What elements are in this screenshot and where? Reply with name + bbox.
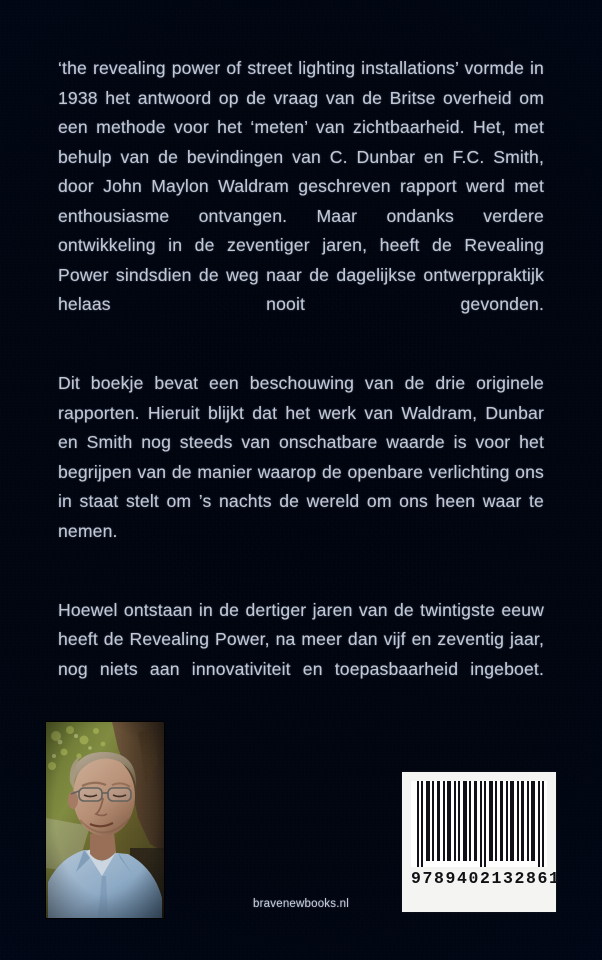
barcode-bars	[411, 781, 547, 867]
back-cover-blurb	[58, 54, 544, 714]
barcode-digits: 9789402132861	[411, 869, 561, 888]
author-portrait-photo	[46, 722, 164, 918]
publisher-website: bravenewbooks.nl	[253, 898, 349, 910]
blurb-paragraph-2: Dit boekje bevat een beschouwing van de drie originele rapporten. Hieruit blijkt dat het werk van Waldram, Dunbar en Smith nog steeds van onschatbare waarde is voor het begrijpen van de manier waarop de openbare verlichting ons in staat stelt om ’s nachts de wereld om ons heen waar te nemen.	[58, 373, 544, 541]
blurb-paragraph-1: ‘the revealing power of street lighting installations’ vormde in 1938 het antwoord op de vraag van de Britse overheid om een methode voor het ‘meten’ van zichtbaarheid. Het, met behulp van de bevindingen van C. Dunbar en F.C. Smith, door John Maylon Waldram geschreven rapport werd met enthousiasme ontvangen. Maar ondanks verdere ontwikkeling in de zeventiger jaren, heeft de Revealing Power sindsdien de weg naar de dagelijkse ontwerppraktijk helaas nooit gevonden.	[58, 58, 544, 314]
isbn-barcode	[402, 772, 561, 912]
blurb-paragraph-3: Hoewel ontstaan in de dertiger jaren van de twintigste eeuw heeft de Revealing Power, na meer dan vijf en zeventig jaar, nog niets aan innovativiteit en toepasbaarheid ingeboet.	[58, 599, 544, 679]
